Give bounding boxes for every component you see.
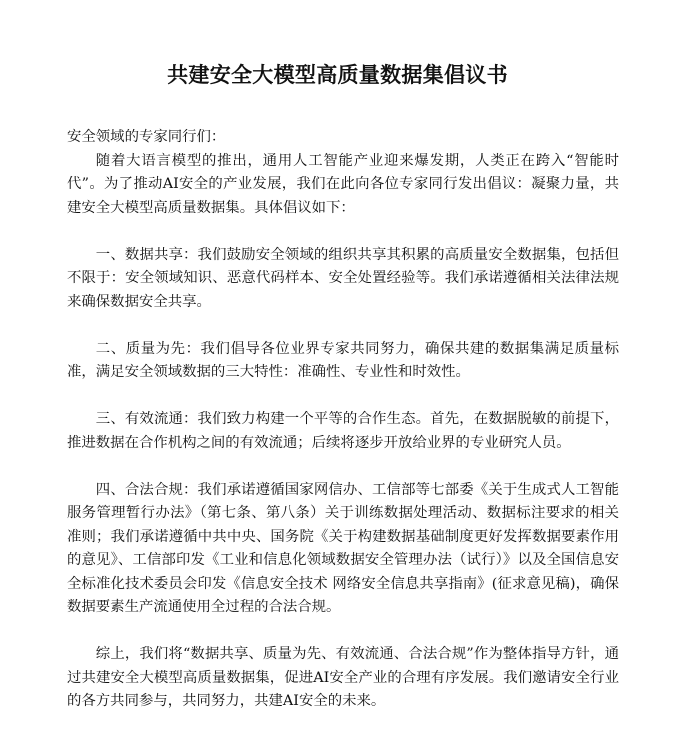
document-body (67, 126, 619, 714)
conclusion-paragraph: 综上，我们将“数据共享、质量为先、有效流通、合法合规”作为整体指导方针，通过共建安全大模型高质量数据集，促进AI安全产业的合理有序发展。我们邀请安全行业的各方共同参与，共同努力，共建AI安全的未来。 (67, 646, 619, 709)
proposal-legal-compliance: 四、合法合规：我们承诺遵循国家网信办、工信部等七部委《关于生成式人工智能服务管理暂行办法》（第七条、第八条）关于训练数据处理活动、数据标注要求的相关准则；我们承诺遵循中共中央、国务院《关于构建数据基础制度更好发挥数据要素作用的意见》、工信部印发《工业和信息化领域数据安全管理办法（试行）》以及全国信息安全标准化技术委员会印发《信息安全技术 网络安全信息共享指南》(征求意见稿)，确保数据要素生产流通使用全过程的合法合规。 (67, 481, 619, 615)
salutation: 安全领域的专家同行们： (67, 129, 226, 145)
proposal-quality-first: 二、质量为先：我们倡导各位业界专家共同努力，确保共建的数据集满足质量标准，满足安全领域数据的三大特性：准确性、专业性和时效性。 (67, 340, 619, 380)
proposal-effective-circulation: 三、有效流通：我们致力构建一个平等的合作生态。首先，在数据脱敏的前提下，推进数据在合作机构之间的有效流通；后续将逐步开放给业界的专业研究人员。 (67, 411, 619, 451)
document-title: 共建安全大模型高质量数据集倡议书 (167, 63, 508, 87)
intro-paragraph: 随着大语言模型的推出，通用人工智能产业迎来爆发期，人类正在跨入“智能时代”。为了推动AI安全的产业发展，我们在此向各位专家同行发出倡议：凝聚力量，共建安全大模型高质量数据集。具体倡议如下： (67, 152, 619, 216)
proposal-data-sharing: 一、数据共享：我们鼓励安全领域的组织共享其积累的高质量安全数据集，包括但不限于：安全领域知识、恶意代码样本、安全处置经验等。我们承诺遵循相关法律法规来确保数据安全共享。 (67, 246, 619, 310)
